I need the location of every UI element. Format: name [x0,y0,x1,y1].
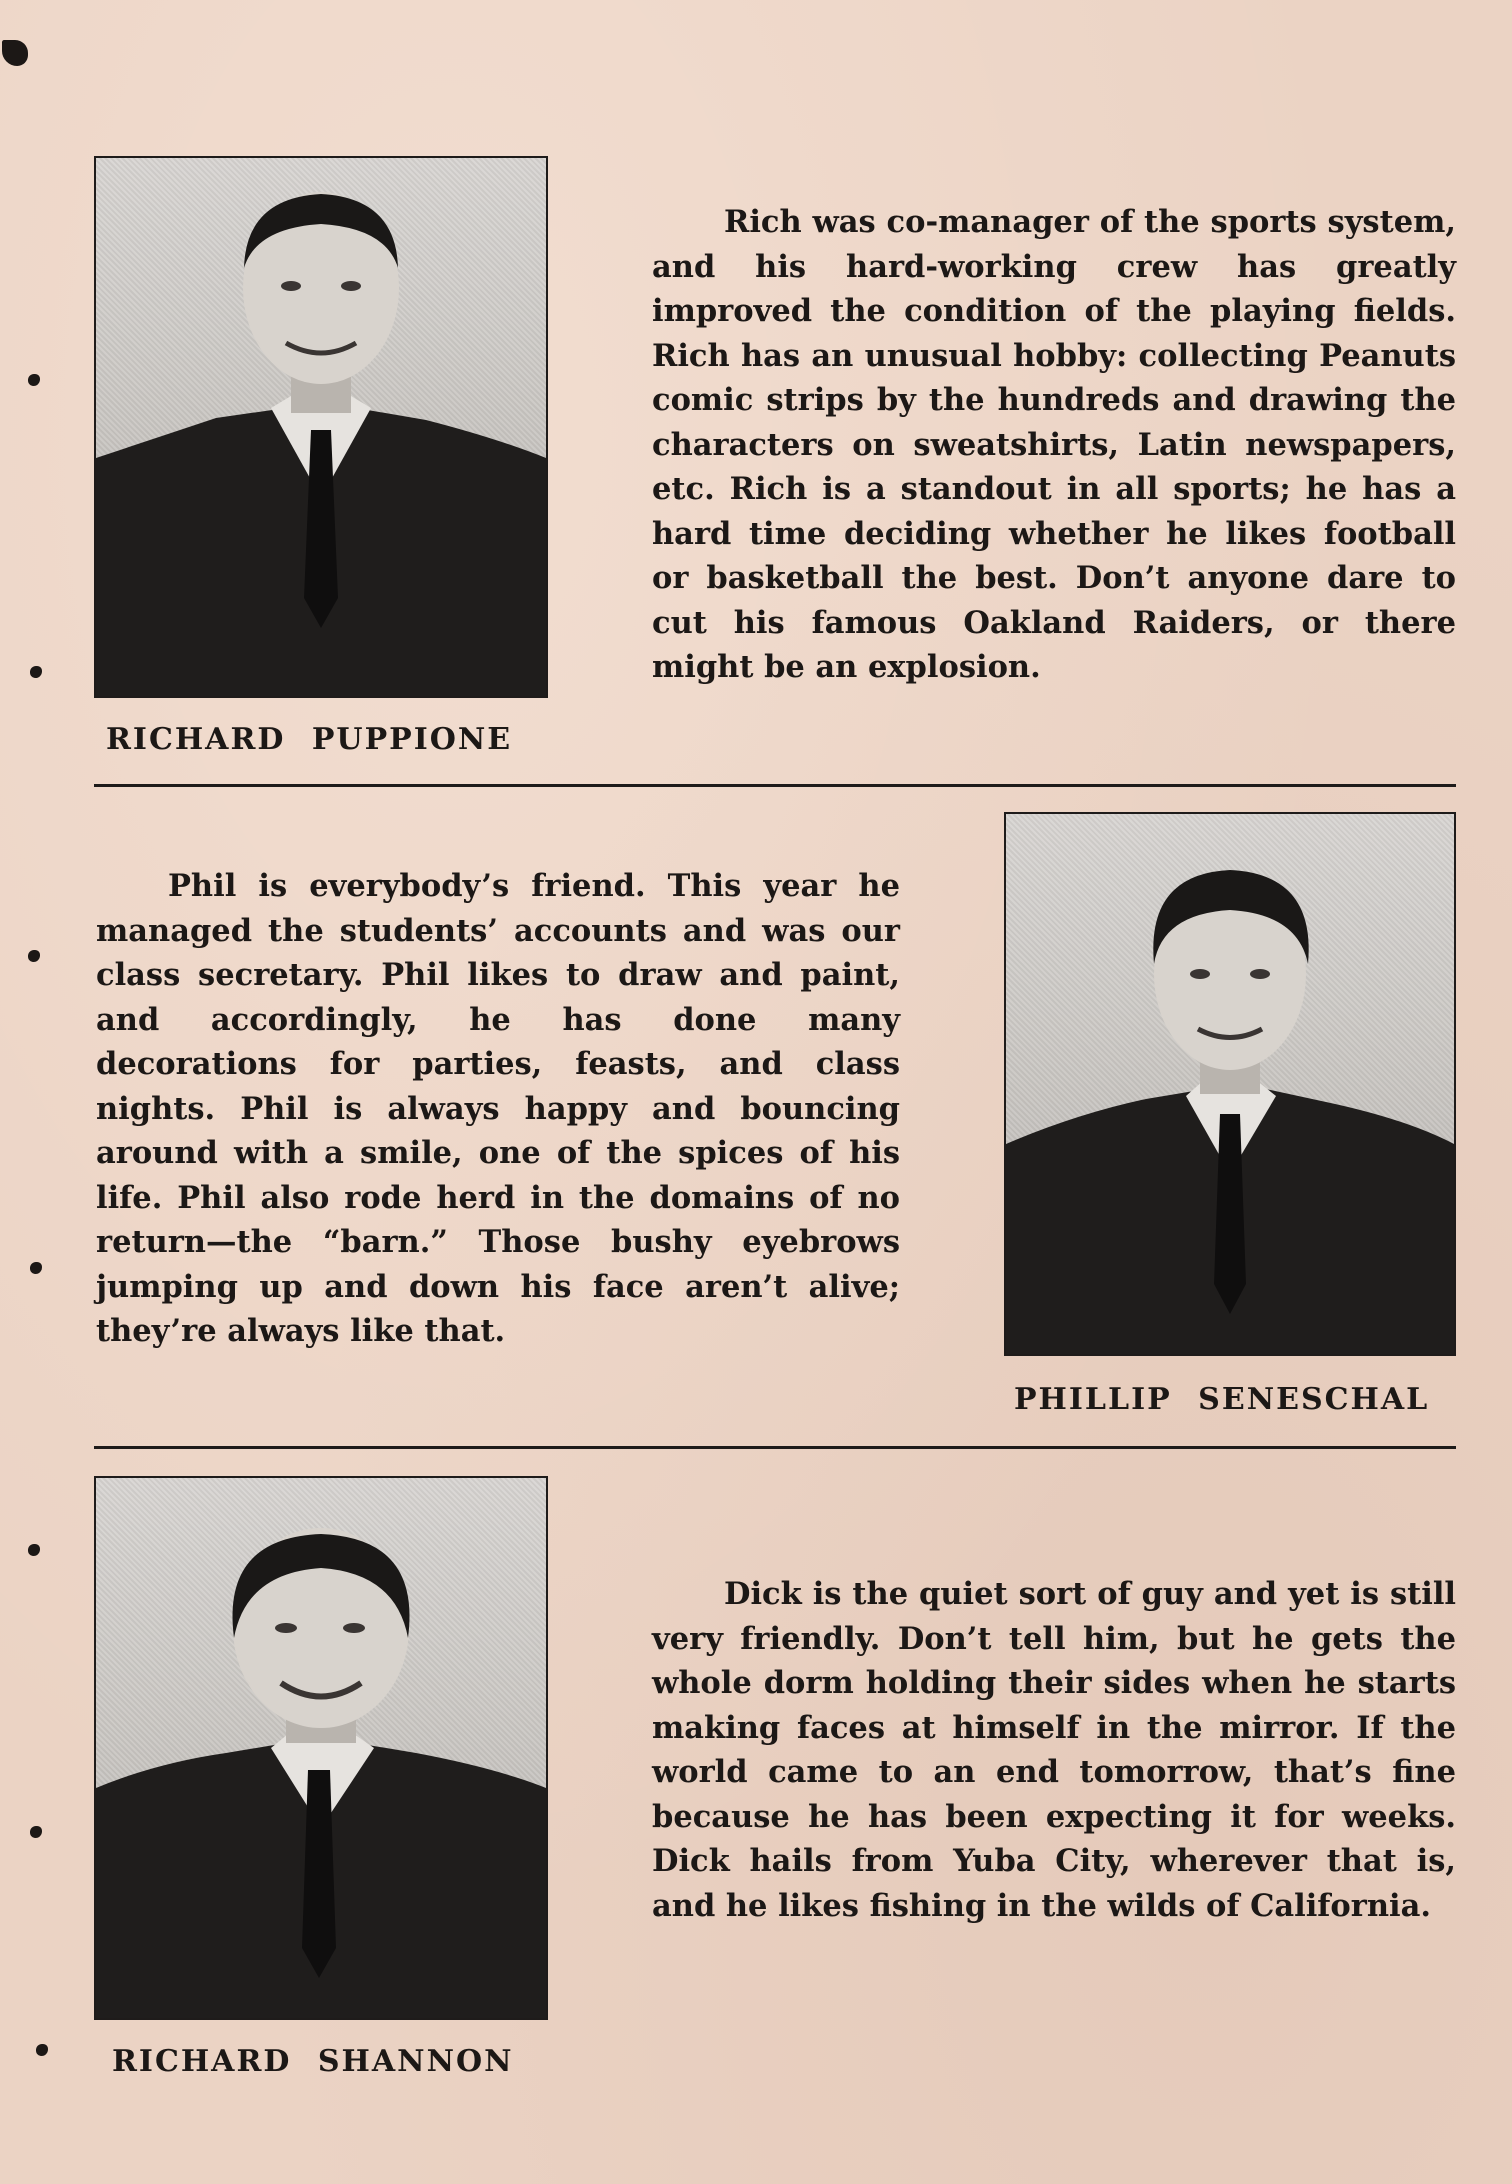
portrait-silhouette-icon [96,158,546,696]
name-caption-shannon: RICHARD SHANNON [112,2044,514,2079]
section-divider [94,784,1456,787]
portrait-silhouette-icon [1006,814,1454,1354]
bio-puppione: Rich was co-manager of the sports system, and his hard-working crew has greatly improved the condition of the playing fields. Rich has an unusual hobby: collecting Peanuts comic strips by the hundreds and drawing the characters on sweatshirts, Latin newspapers, etc. Rich is a standout in all sports; he has a hard time deciding whether he likes football or basketball the best. Don’t anyone dare to cut his famous Oakland Raiders, or there might be an explosion. [652,204,1456,685]
portrait-photo-seneschal [1004,812,1456,1356]
name-caption-seneschal: PHILLIP SENESCHAL [1014,1382,1430,1417]
portrait-photo-shannon [94,1476,548,2020]
portrait-photo-puppione [94,156,548,698]
bio-seneschal: Phil is everybody’s friend. This year he managed the students’ accounts and was our class secretary. Phil likes to draw and paint, and accordingly, he has done many decorations for parties, feasts, and class nights. Phil is always happy and bouncing around with a smile, one of the spices of his life. Phil also rode herd in the domains of no return—the “barn.” Those bushy eyebrows jumping up and down his face aren’t alive; they’re always like that. [96,868,900,1349]
section-divider [94,1446,1456,1449]
bio-shannon: Dick is the quiet sort of guy and yet is still very friendly. Don’t tell him, but he gets the whole dorm holding their sides when he starts making faces at himself in the mirror. If the world came to an end tomorrow, that’s fine because he has been expecting it for weeks. Dick hails from Yuba City, wherever that is, and he likes fishing in the wilds of California. [652,1576,1456,1924]
portrait-silhouette-icon [96,1478,546,2018]
name-caption-puppione: RICHARD PUPPIONE [106,722,513,757]
